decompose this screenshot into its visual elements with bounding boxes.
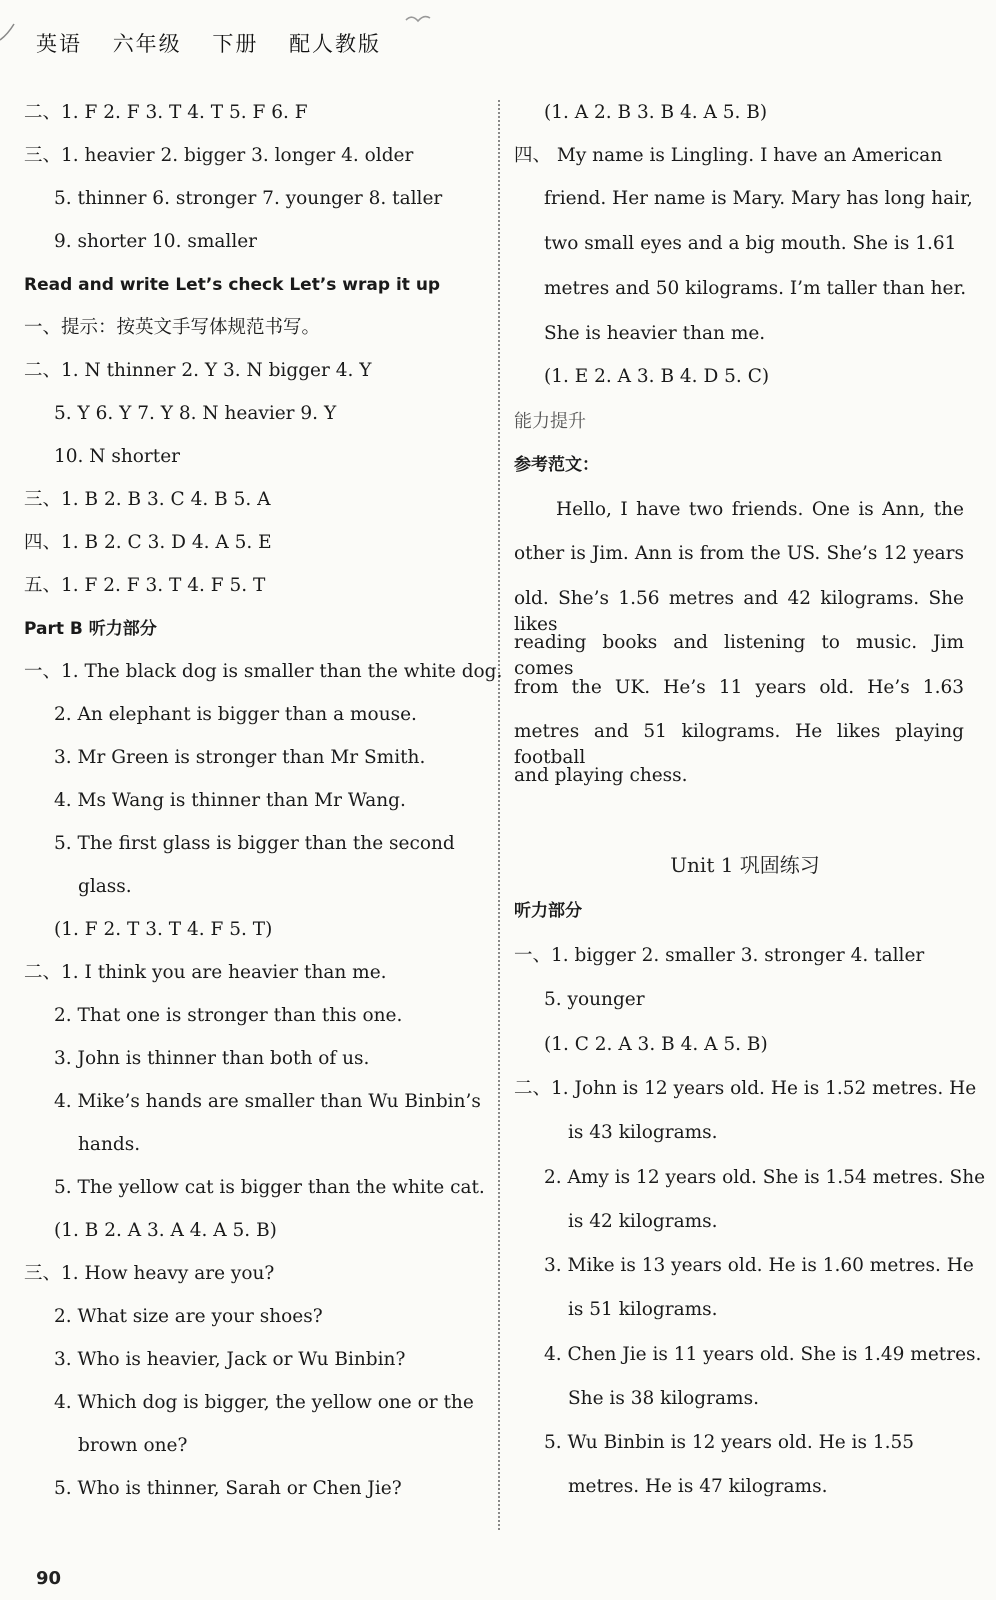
right-line: is 43 kilograms.	[568, 1122, 718, 1143]
left-line: 5. Y 6. Y 7. Y 8. N heavier 9. Y	[54, 403, 337, 424]
left-line: 5. The yellow cat is bigger than the white cat.	[54, 1177, 485, 1198]
left-line: 三、1. How heavy are you?	[24, 1263, 275, 1284]
left-line: 五、1. F 2. F 3. T 4. F 5. T	[24, 575, 266, 596]
header-volume: 下册	[212, 32, 259, 56]
right-line: 一、1. bigger 2. smaller 3. stronger 4. taller	[514, 945, 925, 966]
right-line: Hello, I have two friends. One is Ann, the	[556, 499, 964, 520]
header-edition: 配人教版	[289, 32, 382, 56]
left-line: 4. Mike’s hands are smaller than Wu Binbin’s	[54, 1091, 481, 1112]
bird-decoration-icon	[404, 12, 432, 26]
page-header	[36, 28, 403, 58]
left-line: (1. B 2. A 3. A 4. A 5. B)	[54, 1220, 277, 1241]
left-line: 5. The first glass is bigger than the second	[54, 833, 455, 854]
right-line: is 51 kilograms.	[568, 1299, 718, 1320]
left-line: 四、1. B 2. C 3. D 4. A 5. E	[24, 532, 272, 553]
right-line: 四、 My name is Lingling. I have an American	[514, 145, 943, 166]
column-divider	[498, 100, 500, 1530]
left-line: 4. Ms Wang is thinner than Mr Wang.	[54, 790, 406, 811]
right-line: 参考范文：	[514, 455, 599, 475]
left-line: Read and write Let’s check Let’s wrap it up	[24, 275, 441, 295]
right-line: metres and 51 kilograms. He likes playing football	[514, 721, 964, 768]
left-line: (1. F 2. T 3. T 4. F 5. T)	[54, 919, 273, 940]
right-line: She is heavier than me.	[544, 323, 766, 344]
right-line: 5. younger	[544, 989, 645, 1010]
left-line: 三、1. heavier 2. bigger 3. longer 4. older	[24, 145, 414, 166]
right-line: reading books and listening to music. Jim comes	[514, 632, 964, 679]
header-grade: 六年级	[112, 32, 182, 56]
left-line: 3. Mr Green is stronger than Mr Smith.	[54, 747, 426, 768]
left-line: 二、1. N thinner 2. Y 3. N bigger 4. Y	[24, 360, 372, 381]
right-line: 4. Chen Jie is 11 years old. She is 1.49 metres.	[544, 1344, 982, 1365]
left-line: hands.	[78, 1134, 141, 1155]
right-line: 二、1. John is 12 years old. He is 1.52 metres. He	[514, 1078, 977, 1099]
left-line: 二、1. I think you are heavier than me.	[24, 962, 387, 983]
left-line: 5. thinner 6. stronger 7. younger 8. taller	[54, 188, 443, 209]
left-line: brown one?	[78, 1435, 188, 1456]
left-line: 5. Who is thinner, Sarah or Chen Jie?	[54, 1478, 402, 1499]
left-line: 2. An elephant is bigger than a mouse.	[54, 704, 417, 725]
right-line: friend. Her name is Mary. Mary has long hair,	[544, 188, 973, 209]
header-subject: 英语	[36, 32, 82, 56]
right-line: old. She’s 1.56 metres and 42 kilograms. She likes	[514, 588, 964, 635]
right-line: (1. E 2. A 3. B 4. D 5. C)	[544, 366, 770, 387]
right-line: and playing chess.	[514, 765, 688, 786]
left-line: 二、1. F 2. F 3. T 4. T 5. F 6. F	[24, 102, 308, 123]
corner-decoration-icon	[0, 20, 20, 50]
right-line: metres. He is 47 kilograms.	[568, 1476, 828, 1497]
right-line: other is Jim. Ann is from the US. She’s 12 years	[514, 543, 964, 564]
left-line: glass.	[78, 876, 132, 897]
left-line: 3. John is thinner than both of us.	[54, 1048, 370, 1069]
right-line: Unit 1 巩固练习	[670, 853, 820, 877]
right-line: She is 38 kilograms.	[568, 1388, 759, 1409]
left-line: 3. Who is heavier, Jack or Wu Binbin?	[54, 1349, 406, 1370]
left-line: 三、1. B 2. B 3. C 4. B 5. A	[24, 489, 271, 510]
page-number: 90	[36, 1568, 62, 1589]
right-line: 3. Mike is 13 years old. He is 1.60 metres. He	[544, 1255, 974, 1276]
right-line: 能力提升	[514, 411, 586, 432]
right-line: 听力部分	[514, 901, 582, 921]
right-line: from the UK. He’s 11 years old. He’s 1.63	[514, 677, 964, 698]
left-line: 2. That one is stronger than this one.	[54, 1005, 403, 1026]
left-line: 4. Which dog is bigger, the yellow one or the	[54, 1392, 474, 1413]
left-line: 9. shorter 10. smaller	[54, 231, 258, 252]
right-line: two small eyes and a big mouth. She is 1.61	[544, 233, 957, 254]
right-line: is 42 kilograms.	[568, 1211, 718, 1232]
left-line: 10. N shorter	[54, 446, 180, 467]
right-line: (1. A 2. B 3. B 4. A 5. B)	[544, 102, 768, 123]
right-line: metres and 50 kilograms. I’m taller than her.	[544, 278, 967, 299]
left-line: 一、1. The black dog is smaller than the white dog.	[24, 661, 503, 682]
right-line: 5. Wu Binbin is 12 years old. He is 1.55	[544, 1432, 915, 1453]
left-line: 2. What size are your shoes?	[54, 1306, 323, 1327]
right-line: (1. C 2. A 3. B 4. A 5. B)	[544, 1034, 768, 1055]
right-line: 2. Amy is 12 years old. She is 1.54 metres. She	[544, 1167, 986, 1188]
left-line: 一、提示：按英文手写体规范书写。	[24, 317, 321, 338]
left-line: Part B 听力部分	[24, 619, 157, 639]
